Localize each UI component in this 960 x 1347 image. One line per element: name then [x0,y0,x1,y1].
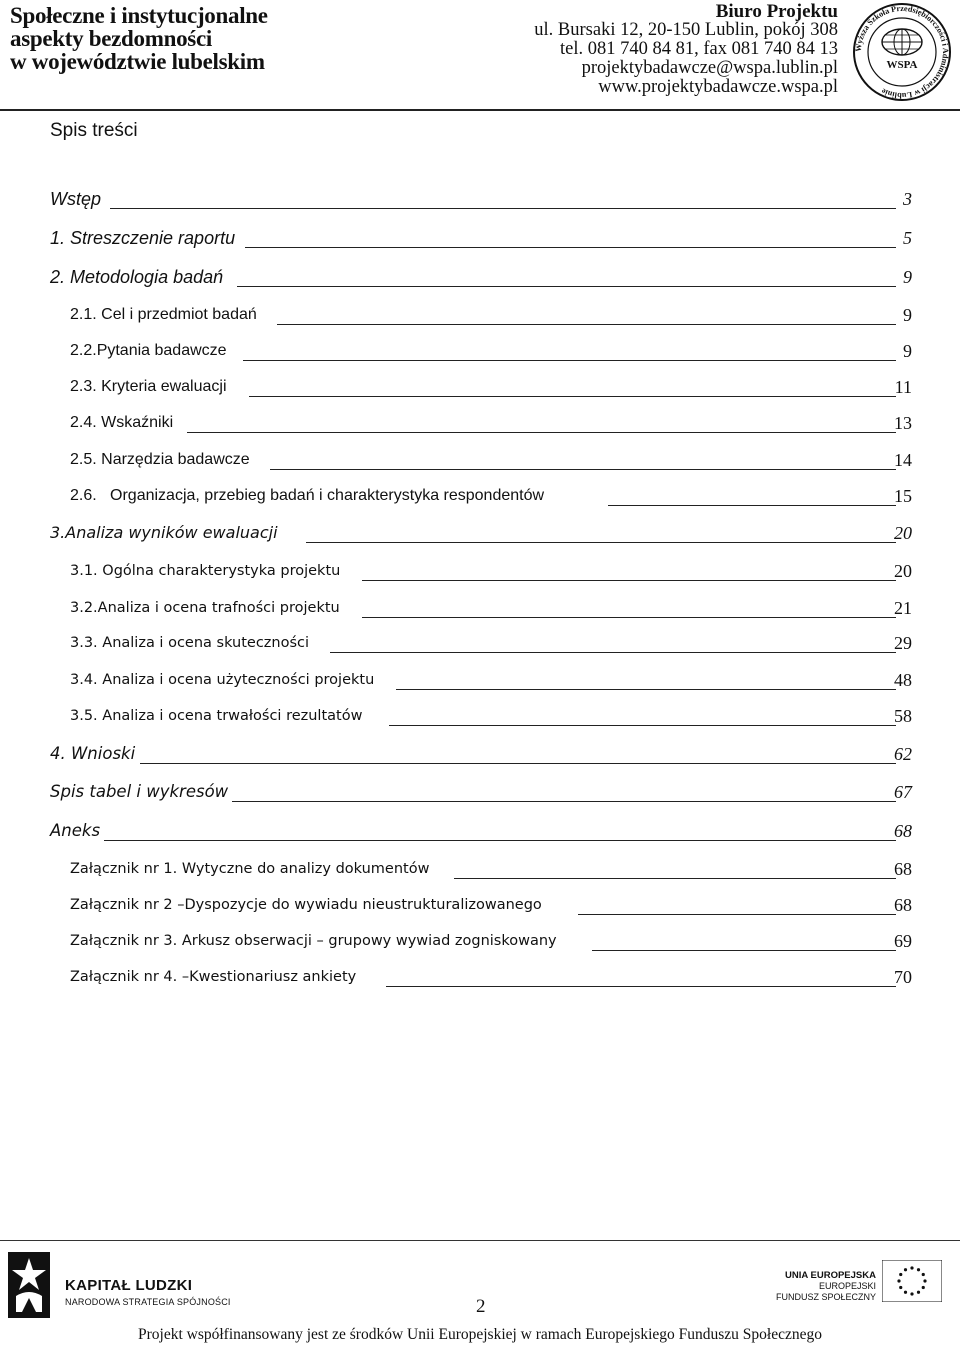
toc-entry-leader [245,247,896,248]
toc-entry-page: 9 [903,341,912,361]
eu-star-icon [904,1291,907,1294]
office-email[interactable]: projektybadawcze@wspa.lublin.pl [581,58,838,78]
toc-entry-page: 11 [894,377,912,397]
project-title-line-1: Społeczne i instytucjonalne [10,3,268,28]
toc-entry-label: 2.5. Narzędzia badawcze [70,451,250,468]
toc-entry-label: Załącznik nr 1. Wytyczne do analizy dokumentów [70,861,430,877]
toc-entry[interactable] [0,894,960,920]
toc-entry[interactable] [0,705,960,731]
toc-entry-page: 58 [894,706,912,726]
toc-entry-label: 4. Wnioski [50,744,136,763]
eu-star-icon [923,1279,926,1282]
toc-entry-label: 3.3. Analiza i ocena skuteczności [70,635,310,651]
toc-entry[interactable] [0,449,960,475]
toc-entry-leader [110,208,896,209]
toc-entry[interactable] [0,522,960,548]
toc-entry-page: 13 [894,413,912,433]
eu-star-icon [897,1279,900,1282]
eu-star-icon [922,1286,925,1289]
toc-entry-leader [306,542,896,543]
toc-entry-page: 21 [894,598,912,618]
toc-entry-page: 9 [903,305,912,325]
toc-entry-label: Załącznik nr 4. –Kwestionariusz ankiety [70,969,357,985]
contact-block [534,2,838,97]
toc-entry-label: Załącznik nr 2 –Dyspozycje do wywiadu nieustrukturalizowanego [70,897,542,913]
office-name: Biuro Projektu [715,1,838,22]
toc-entry-page: 68 [894,821,912,841]
eu-star-icon [922,1273,925,1276]
toc-entry-leader [578,914,896,915]
toc-entry[interactable] [0,560,960,586]
toc-entry[interactable] [0,632,960,658]
eu-star-icon [917,1268,920,1271]
toc-entry-label: 3.4. Analiza i ocena użyteczności projektu [70,672,375,688]
toc-entry-page: 48 [894,670,912,690]
toc-entry-leader [386,986,896,987]
header-divider [0,109,960,111]
toc-entry-label: 2.6. Organizacja, przebieg badań i charakterystyka respondentów [70,487,545,504]
toc-entry-leader [249,396,896,397]
toc-entry-label: Aneks [50,821,101,840]
toc-entry[interactable] [0,858,960,884]
toc-entry-page: 14 [894,450,912,470]
toc-entry-label: 1. Streszczenie raportu [50,228,236,248]
toc-entry-page: 20 [894,561,912,581]
funding-note: Projekt współfinansowany jest ze środków Unii Europejskiej w ramach Europejskiego Funduszu Społecznego [137,1326,822,1343]
toc-entry[interactable] [0,266,960,292]
project-title [10,4,268,73]
toc-entry[interactable] [0,930,960,956]
eu-union-label: UNIA EUROPEJSKA [785,1270,876,1281]
toc-entry-leader [608,505,896,506]
kapital-ludzki-title: KAPITAŁ LUDZKI [65,1277,193,1294]
toc-entry-leader [243,360,896,361]
toc-entry-page: 69 [894,931,912,951]
toc-entry-label: 2.2.Pytania badawcze [70,342,227,359]
kapital-ludzki-subtitle: NARODOWA STRATEGIA SPÓJNOŚCI [65,1297,231,1307]
toc-entry-leader [187,432,896,433]
toc-entry-label: 3.2.Analiza i ocena trafności projektu [70,600,340,616]
toc-entry-label: Załącznik nr 3. Arkusz obserwacji – grupowy wywiad zogniskowany [70,933,557,949]
toc-entry-page: 62 [894,744,912,764]
toc-entry-label: 2. Metodologia badań [50,267,224,287]
page-number: 2 [476,1296,486,1317]
eu-star-icon [899,1273,902,1276]
toc-entry[interactable] [0,188,960,214]
toc-entry-label: 2.1. Cel i przedmiot badań [70,306,257,323]
project-title-line-2: aspekty bezdomności [10,26,212,51]
eu-star-icon [904,1268,907,1271]
wspa-ring-text: Wyższa Szkoła Przedsiębiorczości i Administracji w Lublinie [853,3,951,101]
toc-entry-label: 3.5. Analiza i ocena trwałości rezultatów [70,708,363,724]
toc-entry[interactable] [0,781,960,807]
toc-entry-page: 29 [894,633,912,653]
toc-entry-label: 2.3. Kryteria ewaluacji [70,378,227,395]
toc-entry[interactable] [0,304,960,330]
eu-star-icon [899,1286,902,1289]
toc-entry-leader [454,878,896,879]
kapital-ludzki-logo-icon [8,1252,50,1318]
toc-entry[interactable] [0,485,960,511]
toc-entry[interactable] [0,669,960,695]
eu-star-icon [917,1291,920,1294]
toc-entry-leader [330,652,896,653]
toc-entry-page: 20 [894,523,912,543]
toc-entry[interactable] [0,597,960,623]
toc-entry-leader [362,580,896,581]
office-website[interactable]: www.projektybadawcze.wspa.pl [598,77,838,97]
eu-fund-label [760,1270,876,1303]
toc-entry-leader [592,950,896,951]
toc-entry[interactable] [0,743,960,769]
office-address: ul. Bursaki 12, 20-150 Lublin, pokój 308 [534,20,838,40]
toc-entry[interactable] [0,340,960,366]
toc-entry[interactable] [0,412,960,438]
toc-entry-leader [270,469,896,470]
toc-entry-leader [389,725,896,726]
toc-entry-leader [140,763,896,764]
toc-entry-page: 3 [903,189,912,209]
toc-entry-page: 67 [894,782,912,802]
toc-entry-page: 68 [894,895,912,915]
project-title-line-3: w województwie lubelskim [10,49,265,74]
eu-fund-line-2: FUNDUSZ SPOŁECZNY [775,1292,876,1302]
toc-entry-label: 2.4. Wskaźniki [70,414,174,431]
toc-entry-page: 68 [894,859,912,879]
eu-fund-line-1: EUROPEJSKI [818,1281,876,1291]
toc-entry-leader [104,840,896,841]
toc-entry-page: 15 [894,486,912,506]
toc-entry[interactable] [0,227,960,253]
office-phone: tel. 081 740 84 81, fax 081 740 84 13 [560,39,838,59]
toc-entry-leader [396,689,896,690]
toc-entry-leader [362,617,896,618]
eu-flag-icon [882,1260,942,1302]
toc-entry[interactable] [0,966,960,992]
toc-entry-label: 3.Analiza wyników ewaluacji [50,523,278,542]
toc-entry-label: 3.1. Ogólna charakterystyka projektu [70,563,341,579]
toc-entry-label: Spis tabel i wykresów [50,782,229,801]
eu-star-icon [910,1292,913,1295]
toc-heading: Spis treści [50,120,138,141]
wspa-globe-seal-icon [852,2,952,102]
eu-star-icon [910,1266,913,1269]
toc-entry-label: Wstęp [50,189,102,209]
toc-entry-page: 9 [903,267,912,287]
toc-entry-leader [277,324,896,325]
toc-entry[interactable] [0,376,960,402]
toc-entry-page: 70 [894,967,912,987]
footer-divider [0,1240,960,1241]
wspa-abbr: WSPA [886,59,918,71]
toc-entry-leader [232,801,896,802]
toc-entry-page: 5 [903,228,912,248]
toc-entry-leader [237,286,896,287]
toc-entry[interactable] [0,820,960,846]
